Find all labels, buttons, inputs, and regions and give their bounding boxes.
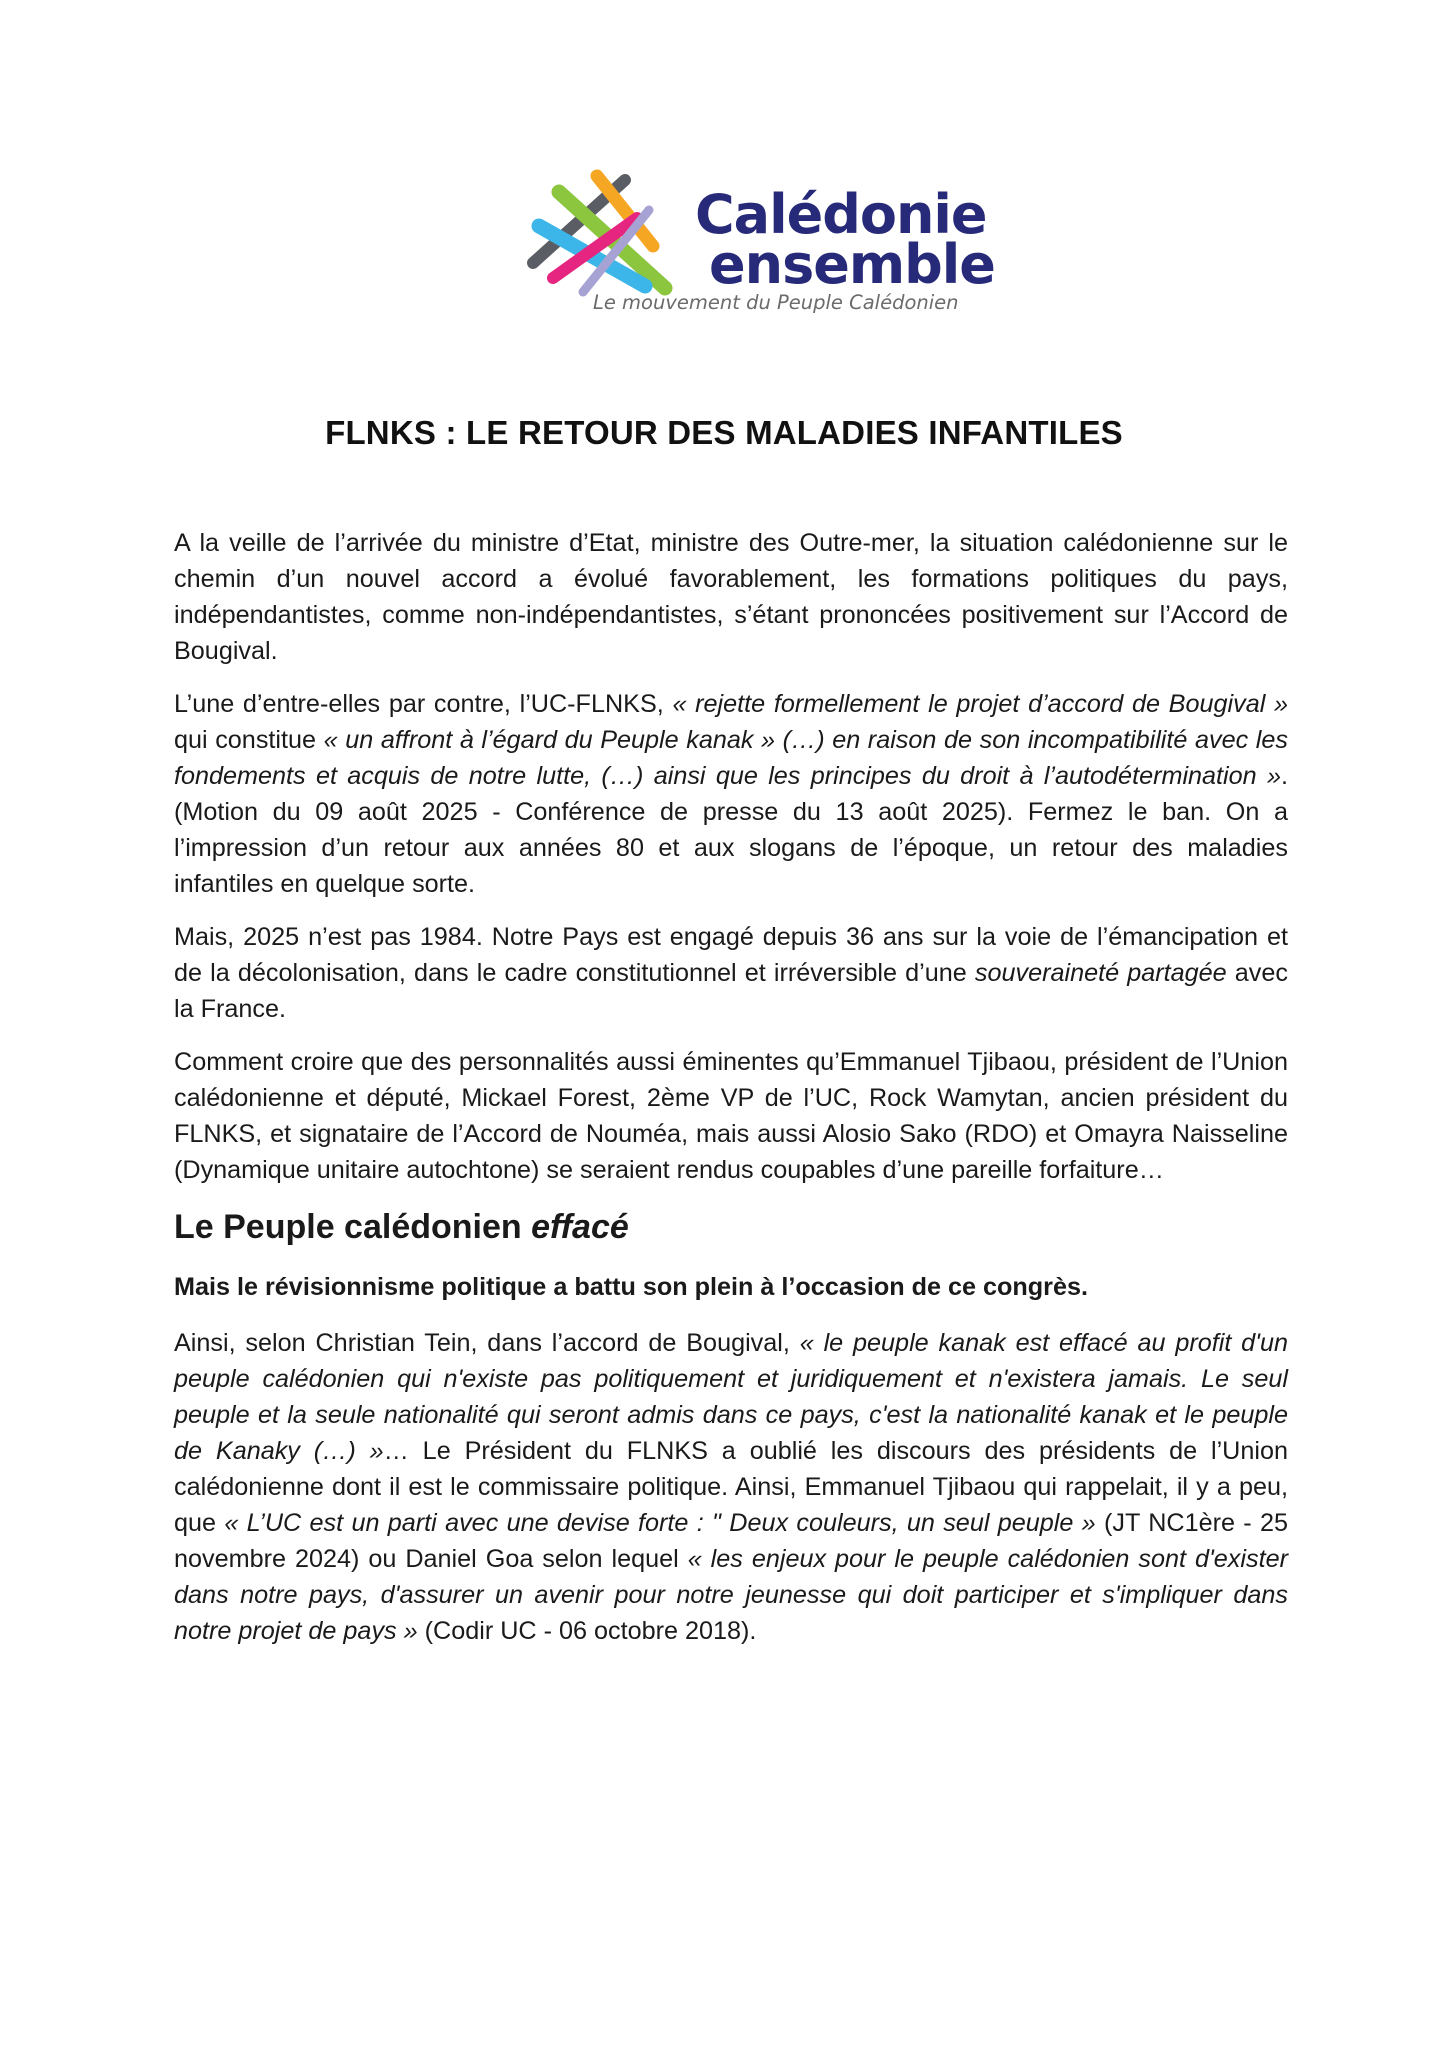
heading-emphasis: effacé bbox=[531, 1208, 629, 1246]
logo-name-line1: Calédonie bbox=[695, 183, 987, 246]
paragraph-uc-flnks-motion bbox=[174, 686, 1288, 902]
section-heading bbox=[174, 1205, 1288, 1249]
text-segment: avec la France. bbox=[174, 959, 1288, 1023]
brush-strokes-icon bbox=[525, 168, 695, 298]
quote-segment: « un affront à l’égard du Peuple kanak » (…) en raison de son incompatibilité avec les fondements et acquis de notre lutte, (…) ainsi que les principes du droit à l’autodétermination » bbox=[174, 726, 1288, 790]
text-segment: L’une d’entre-elles par contre, l’UC-FLNKS, bbox=[174, 690, 673, 718]
heading-text: Le Peuple calédonien bbox=[174, 1208, 532, 1246]
document-title: FLNKS : LE RETOUR DES MALADIES INFANTILES bbox=[325, 414, 1123, 451]
lead-sentence: Mais le révisionnisme politique a battu son plein à l’occasion de ce congrès. bbox=[174, 1273, 1088, 1301]
paragraph-christian-tein bbox=[174, 1325, 1288, 1649]
paragraph-2025-vs-1984 bbox=[174, 919, 1288, 1027]
paragraph-intro: A la veille de l’arrivée du ministre d’Etat, ministre des Outre-mer, la situation calédonienne sur le chemin d’un nouvel accord a évolué favorablement, les formations politiques du pays, indépendantistes, comme non-indépendantistes, s’étant prononcées positivement sur l’Accord de Bougival. bbox=[174, 529, 1288, 665]
text-segment: (Codir UC - 06 octobre 2018). bbox=[417, 1617, 757, 1645]
text-segment: (JT NC1ère - 25 novembre 2024) ou Daniel Goa selon lequel bbox=[174, 1509, 1288, 1573]
logo-name-line2: ensemble bbox=[709, 233, 995, 296]
document-body bbox=[174, 525, 1288, 1666]
text-segment: Mais, 2025 n’est pas 1984. Notre Pays est engagé depuis 36 ans sur la voie de l’émancipation et de la décolonisation, dans le cadre constitutionnel et irréversible d’une bbox=[174, 923, 1288, 987]
text-segment: Ainsi, selon Christian Tein, dans l’accord de Bougival, bbox=[174, 1329, 800, 1357]
quote-segment: « les enjeux pour le peuple calédonien sont d'exister dans notre pays, d'assurer un avenir pour notre jeunesse qui doit participer et s'impliquer dans notre projet de pays » bbox=[174, 1545, 1288, 1645]
emphasis-segment: souveraineté partagée bbox=[974, 959, 1227, 987]
quote-segment: « L’UC est un parti avec une devise forte : " Deux couleurs, un seul peuple » bbox=[224, 1509, 1096, 1537]
logo-tagline: Le mouvement du Peuple Calédonien bbox=[593, 291, 959, 314]
quote-segment: « rejette formellement le projet d’accord de Bougival » bbox=[672, 690, 1288, 718]
quote-segment: « le peuple kanak est effacé au profit d'un peuple calédonien qui n'existe pas politiquement et juridiquement et n'existera jamais. Le seul peuple et la seule nationalité qui seront admis dans ce pays, c'est la nationalité kanak et le peuple de Kanaky (…) » bbox=[174, 1329, 1288, 1465]
text-segment: qui constitue bbox=[174, 726, 324, 754]
calédonie-ensemble-logo bbox=[525, 168, 995, 318]
logo-wordmark bbox=[695, 183, 995, 296]
text-segment: … Le Président du FLNKS a oublié les discours des présidents de l’Union calédonienne dont il est le commissaire politique. Ainsi, Emmanuel Tjibaou qui rappelait, il y a peu, que bbox=[174, 1437, 1288, 1537]
text-segment: . (Motion du 09 août 2025 - Conférence de presse du 13 août 2025). Fermez le ban. On a l’impression d’un retour aux années 80 et aux slogans de l’époque, un retour des maladies infantiles en quelque sorte. bbox=[174, 762, 1288, 898]
paragraph-personalities: Comment croire que des personnalités aussi éminentes qu’Emmanuel Tjibaou, président de l’Union calédonienne et député, Mickael Forest, 2ème VP de l’UC, Rock Wamytan, ancien président du FLNKS, et signataire de l’Accord de Nouméa, mais aussi Alosio Sako (RDO) et Omayra Naisseline (Dynamique unitaire autochtone) se seraient rendus coupables d’une pareille forfaiture… bbox=[174, 1048, 1288, 1184]
